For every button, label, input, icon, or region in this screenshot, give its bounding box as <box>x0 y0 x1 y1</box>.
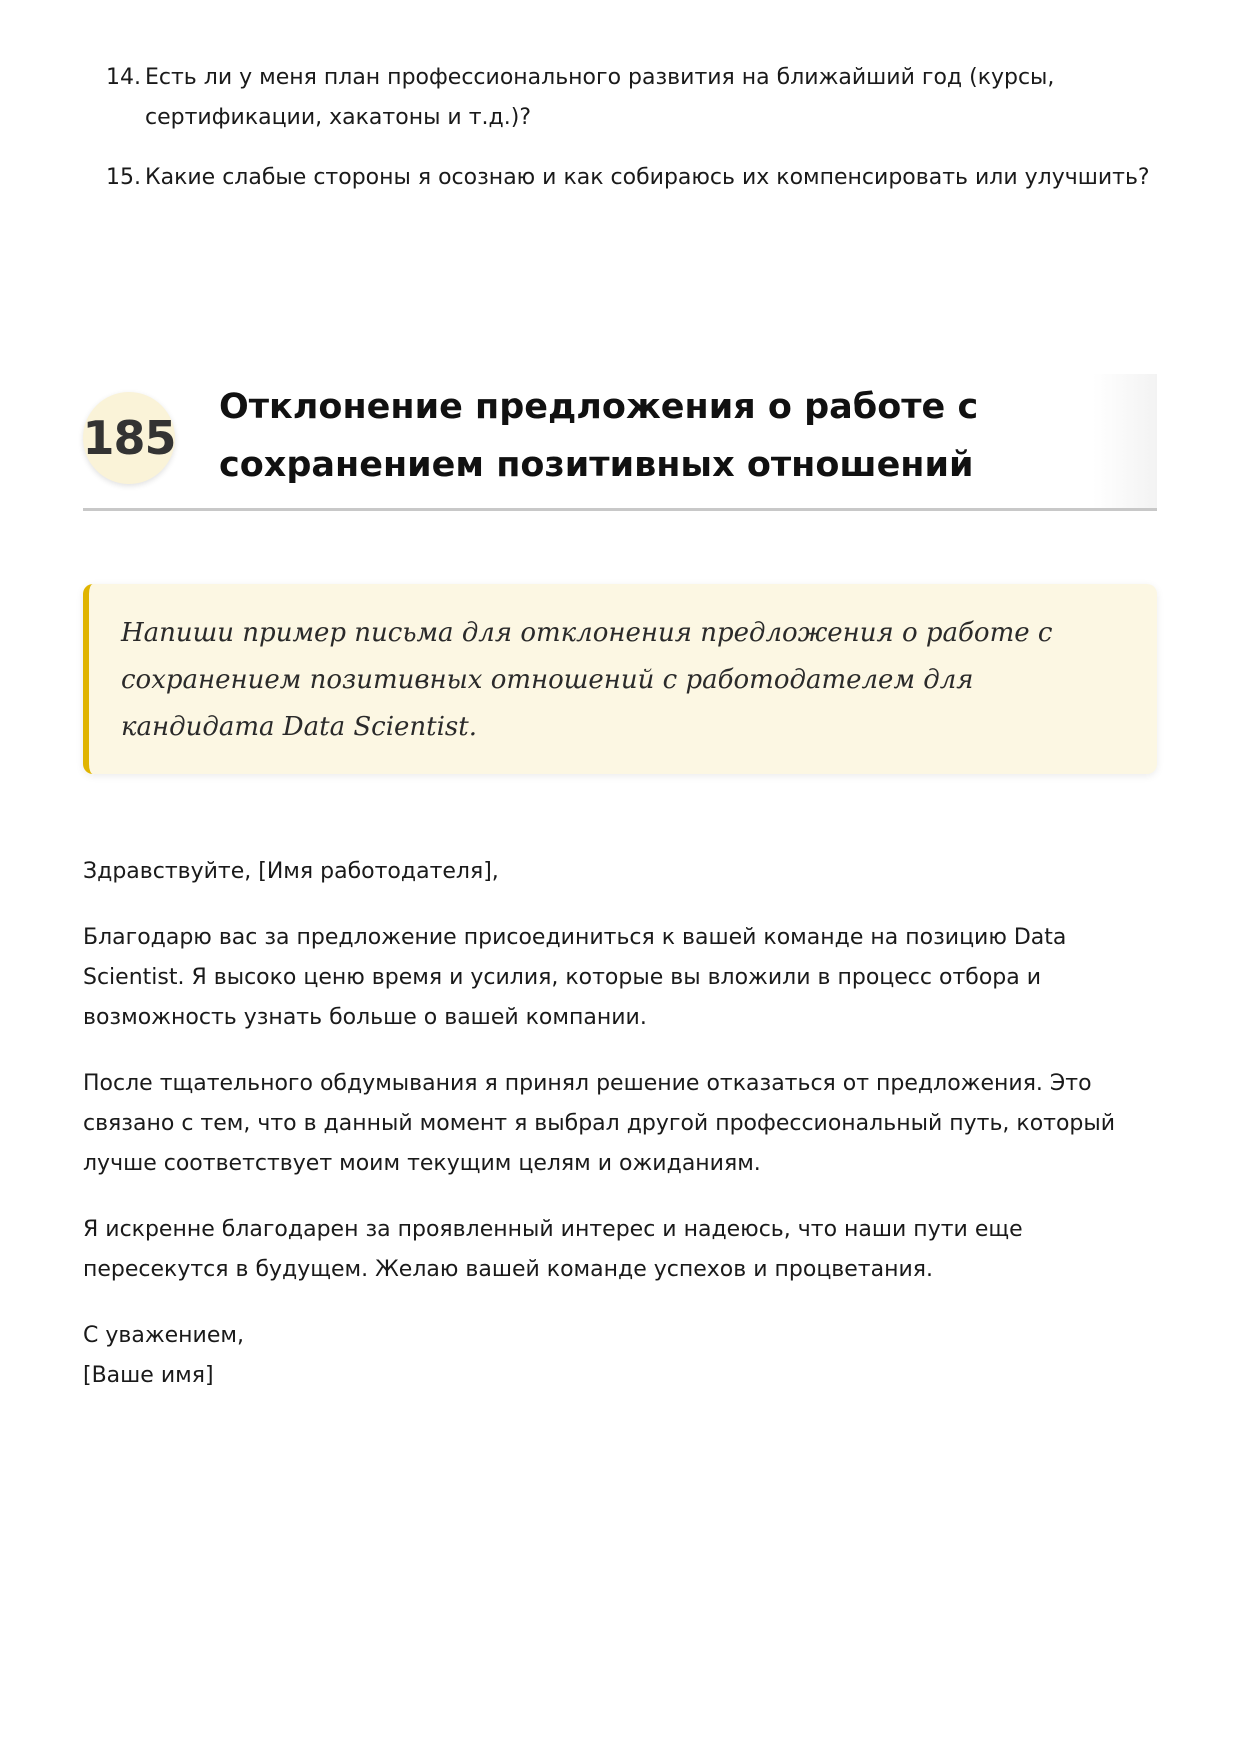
list-item-text: Есть ли у меня план профессионального развития на ближайший год (курсы, сертификации, хакатоны и т.д.)? <box>145 65 1055 130</box>
list-item <box>83 58 1163 138</box>
section-header <box>83 374 1157 511</box>
prompt-callout <box>83 584 1157 774</box>
prompt-text: Напиши пример письма для отклонения предложения о работе с сохранением позитивных отношений с работодателем для кандидата Data Scientist. <box>121 618 1053 742</box>
list-item <box>83 158 1163 198</box>
list-item-text: Какие слабые стороны я осознаю и как собираюсь их компенсировать или улучшить? <box>145 165 1150 190</box>
letter-closing: С уважением, <box>83 1323 244 1348</box>
letter-paragraph: Благодарю вас за предложение присоединиться к вашей команде на позицию Data Scientist. Я высоко ценю время и усилия, которые вы вложили в процесс отбора и возможность узнать больше о вашей компании. <box>83 925 1067 1030</box>
letter-greeting: Здравствуйте, [Имя работодателя], <box>83 859 499 884</box>
list-item-number: 14. <box>106 65 141 90</box>
list-item-number: 15. <box>106 165 141 190</box>
question-list <box>83 58 1163 218</box>
letter-paragraph: Я искренне благодарен за проявленный интерес и надеюсь, что наши пути еще пересекутся в будущем. Желаю вашей команде успехов и процветания. <box>83 1217 1023 1282</box>
section-number-badge: 185 <box>83 392 175 484</box>
letter-paragraph: После тщательного обдумывания я принял решение отказаться от предложения. Это связано с тем, что в данный момент я выбрал другой профессиональный путь, который лучше соответствует моим текущим целям и ожиданиям. <box>83 1071 1116 1176</box>
letter-signoff <box>83 1316 1163 1396</box>
section-title: Отклонение предложения о работе с сохранением позитивных отношений <box>219 387 979 485</box>
letter-body <box>83 852 1163 1422</box>
letter-signature: [Ваше имя] <box>83 1363 214 1388</box>
